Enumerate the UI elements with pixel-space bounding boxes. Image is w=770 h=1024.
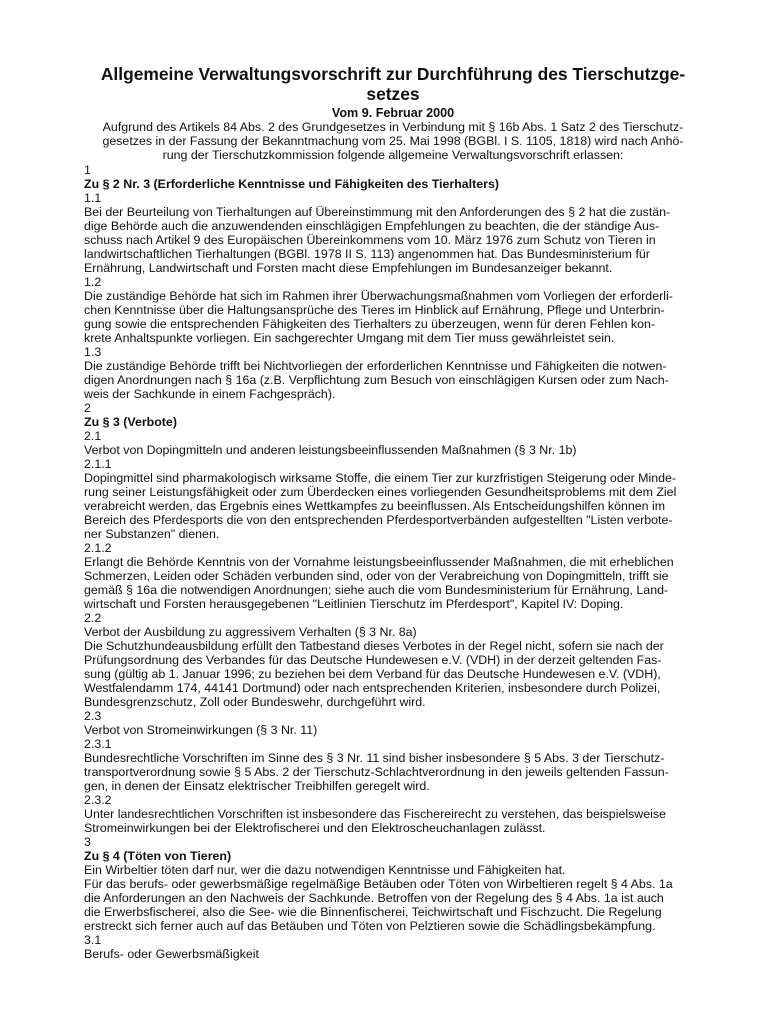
paragraph-line: Berufs- oder Gewerbsmäßigkeit bbox=[84, 947, 259, 961]
paragraph-line: wirtschaft und Forsten herausgegebenen "Leitlinien Tierschutz im Pferdesport", Kapitel IV: Doping. bbox=[84, 597, 624, 611]
section-number: 2.1 bbox=[84, 429, 102, 443]
paragraph-line: ner Substanzen" dienen. bbox=[84, 527, 220, 541]
paragraph-line: Die zuständige Behörde hat sich im Rahmen ihrer Überwachungsmaßnahmen vom Vorliegen der erforderli- bbox=[84, 289, 673, 303]
paragraph bbox=[84, 639, 702, 709]
paragraph-line: krete Anhaltspunkte vorliegen. Ein sachgerechter Umgang mit dem Tier muss gewährleistet sein. bbox=[84, 331, 615, 345]
paragraph-line: Bundesrechtliche Vorschriften im Sinne des § 3 Nr. 11 sind bisher insbesondere § 5 Abs. 3 der Tierschutz- bbox=[84, 751, 665, 765]
title-line: setzes bbox=[366, 84, 420, 104]
paragraph-line: Bei der Beurteilung von Tierhaltungen auf Übereinstimmung mit den Anforderungen des § 2 hat die zustän- bbox=[84, 205, 671, 219]
paragraph-line: Erlangt die Behörde Kenntnis von der Vornahme leistungsbeeinflussender Maßnahmen, die mit erheblichen bbox=[84, 555, 674, 569]
document-title bbox=[84, 62, 702, 104]
paragraph-line: die Erwerbsfischerei, also die See- wie die Binnenfischerei, Teichwirtschaft und Fischzucht. Die Regelung bbox=[84, 905, 662, 919]
paragraph-line: Prüfungsordnung des Verbandes für das Deutsche Hundewesen e.V. (VDH) in der derzeit geltenden Fas- bbox=[84, 653, 662, 667]
paragraph-line: landwirtschaftlichen Tierhaltungen (BGBl. 1978 II S. 113) angenommen hat. Das Bundesministerium für bbox=[84, 247, 650, 261]
paragraph-line: Die zuständige Behörde trifft bei Nichtvorliegen der erforderlichen Kenntnisse und Fähigkeiten die notwen- bbox=[84, 359, 667, 373]
section-number: 3.1 bbox=[84, 933, 102, 947]
section-number: 2.3 bbox=[84, 709, 102, 723]
paragraph-line: gemäß § 16a die notwendigen Anordnungen; siehe auch die vom Bundesministerium für Ernährung, Land- bbox=[84, 583, 669, 597]
section-number: 2.3.2 bbox=[84, 793, 112, 807]
paragraph-line: erstreckt sich ferner auch auf das Betäuben und Töten von Pelztieren sowie die Schädlingsbekämpfung. bbox=[84, 919, 656, 933]
document-date: Vom 9. Februar 2000 bbox=[331, 106, 455, 120]
document-body bbox=[84, 163, 702, 961]
paragraph-line: Ernährung, Landwirtschaft und Forsten macht diese Empfehlungen im Bundesanzeiger bekannt. bbox=[84, 261, 613, 275]
paragraph bbox=[84, 289, 702, 345]
section-heading: Zu § 2 Nr. 3 (Erforderliche Kenntnisse und Fähigkeiten des Tierhalters) bbox=[84, 177, 499, 191]
paragraph-line: transportverordnung sowie § 5 Abs. 2 der Tierschutz-Schlachtverordnung in den jeweils geltenden Fassun- bbox=[84, 765, 669, 779]
section-number: 2.1.1 bbox=[84, 457, 112, 471]
paragraph-line: Bereich des Pferdesports die von den entsprechenden Pferdesportverbänden aufgestellten "Listen verbote- bbox=[84, 513, 673, 527]
paragraph bbox=[84, 205, 702, 275]
paragraph bbox=[84, 625, 702, 639]
paragraph-line: Dopingmittel sind pharmakologisch wirksame Stoffe, die einem Tier zur kurzfristigen Steigerung oder Minde- bbox=[84, 471, 677, 485]
title-line: Allgemeine Verwaltungsvorschrift zur Durchführung des Tierschutzge- bbox=[100, 64, 686, 84]
paragraph-line: gen, in denen der Einsatz elektrischer Treibhilfen geregelt wird. bbox=[84, 779, 430, 793]
paragraph bbox=[84, 471, 702, 541]
paragraph-line: rung seiner Leistungsfähigkeit oder zum Überdecken eines vorliegenden Gesundheitsproblems mit dem Ziel bbox=[84, 485, 677, 499]
section-number: 2.2 bbox=[84, 611, 102, 625]
section-number: 1.1 bbox=[84, 191, 102, 205]
paragraph-line: dige Behörde auch die anzuwendenden einschlägigen Empfehlungen zu beachten, die der ständige Aus- bbox=[84, 219, 660, 233]
paragraph bbox=[84, 807, 702, 835]
paragraph-line: Schmerzen, Leiden oder Schäden verbunden sind, oder von der Verabreichung von Dopingmitteln, trifft sie bbox=[84, 569, 669, 583]
section-number: 3 bbox=[84, 835, 91, 849]
paragraph-line: Westfalendamm 174, 44141 Dortmund) oder nach entsprechenden Kriterien, insbesondere durch Polizei, bbox=[84, 681, 661, 695]
intro-line: rung der Tierschutzkommission folgende allgemeine Verwaltungsvorschrift erlassen: bbox=[162, 148, 624, 162]
paragraph-line: Die Schutzhundeausbildung erfüllt den Tatbestand dieses Verbotes in der Regel nicht, sofern sie nach der bbox=[84, 639, 664, 653]
paragraph-line: weis der Sachkunde in einem Fachgespräch). bbox=[84, 387, 336, 401]
paragraph-line: die Anforderungen an den Nachweis der Sachkunde. Betroffen von der Regelung des § 4 Abs. 1a ist auch bbox=[84, 891, 664, 905]
paragraph bbox=[84, 863, 702, 877]
document-intro bbox=[84, 120, 702, 162]
document-page bbox=[84, 62, 702, 961]
paragraph bbox=[84, 877, 702, 933]
section-number: 2.1.2 bbox=[84, 541, 112, 555]
paragraph-line: chen Kenntnisse über die Haltungsansprüche des Tieres im Hinblick auf Ernährung, Pflege und Unterbrin- bbox=[84, 303, 665, 317]
paragraph-line: sung (gültig ab 1. Januar 1996; zu beziehen bei dem Verband für das Deutsche Hundewesen e.V. (VDH), bbox=[84, 667, 661, 681]
paragraph-line: Ein Wirbeltier töten darf nur, wer die dazu notwendigen Kenntnisse und Fähigkeiten hat. bbox=[84, 863, 566, 877]
paragraph-line: Stromeinwirkungen bei der Elektrofischerei und den Elektroscheuchanlagen zulässt. bbox=[84, 821, 546, 835]
paragraph-line: verabreicht werden, das Ergebnis eines Wettkampfes zu beeinflussen. Als Entscheidungshilfen können im bbox=[84, 499, 666, 513]
paragraph bbox=[84, 947, 702, 961]
paragraph bbox=[84, 723, 702, 737]
paragraph-line: schuss nach Artikel 9 des Europäischen Übereinkommens vom 10. März 1976 zum Schutz von Tieren in bbox=[84, 233, 656, 247]
paragraph-line: Bundesgrenzschutz, Zoll oder Bundeswehr, durchgeführt wird. bbox=[84, 695, 426, 709]
paragraph-line: gung sowie die entsprechenden Fähigkeiten des Tierhalters zu überzeugen, wenn für deren Fehlen kon- bbox=[84, 317, 656, 331]
intro-line: Aufgrund des Artikels 84 Abs. 2 des Grundgesetzes in Verbindung mit § 16b Abs. 1 Satz 2 des Tierschutz- bbox=[102, 120, 684, 134]
paragraph-line: Verbot von Dopingmitteln und anderen leistungsbeeinflussenden Maßnahmen (§ 3 Nr. 1b) bbox=[84, 443, 577, 457]
section-number: 2 bbox=[84, 401, 91, 415]
paragraph-line: Verbot von Stromeinwirkungen (§ 3 Nr. 11) bbox=[84, 723, 318, 737]
paragraph-line: Unter landesrechtlichen Vorschriften ist insbesondere das Fischereirecht zu verstehen, das beispielsweise bbox=[84, 807, 666, 821]
paragraph-line: Für das berufs- oder gewerbsmäßige regelmäßige Betäuben oder Töten von Wirbeltieren regelt § 4 Abs. 1a bbox=[84, 877, 673, 891]
intro-line: gesetzes in der Fassung der Bekanntmachung vom 25. Mai 1998 (BGBl. I S. 1105, 1818) wird nach Anhö- bbox=[102, 134, 684, 148]
section-number: 1.3 bbox=[84, 345, 102, 359]
section-heading: Zu § 4 (Töten von Tieren) bbox=[84, 849, 232, 863]
paragraph bbox=[84, 555, 702, 611]
section-number: 1.2 bbox=[84, 275, 102, 289]
section-number: 2.3.1 bbox=[84, 737, 112, 751]
section-number: 1 bbox=[84, 163, 91, 177]
section-heading: Zu § 3 (Verbote) bbox=[84, 415, 177, 429]
paragraph-line: Verbot der Ausbildung zu aggressivem Verhalten (§ 3 Nr. 8a) bbox=[84, 625, 417, 639]
paragraph bbox=[84, 359, 702, 401]
paragraph bbox=[84, 751, 702, 793]
paragraph-line: digen Anordnungen nach § 16a (z.B. Verpflichtung zum Besuch von einschlägigen Kursen oder zum Nach- bbox=[84, 373, 669, 387]
paragraph bbox=[84, 443, 702, 457]
